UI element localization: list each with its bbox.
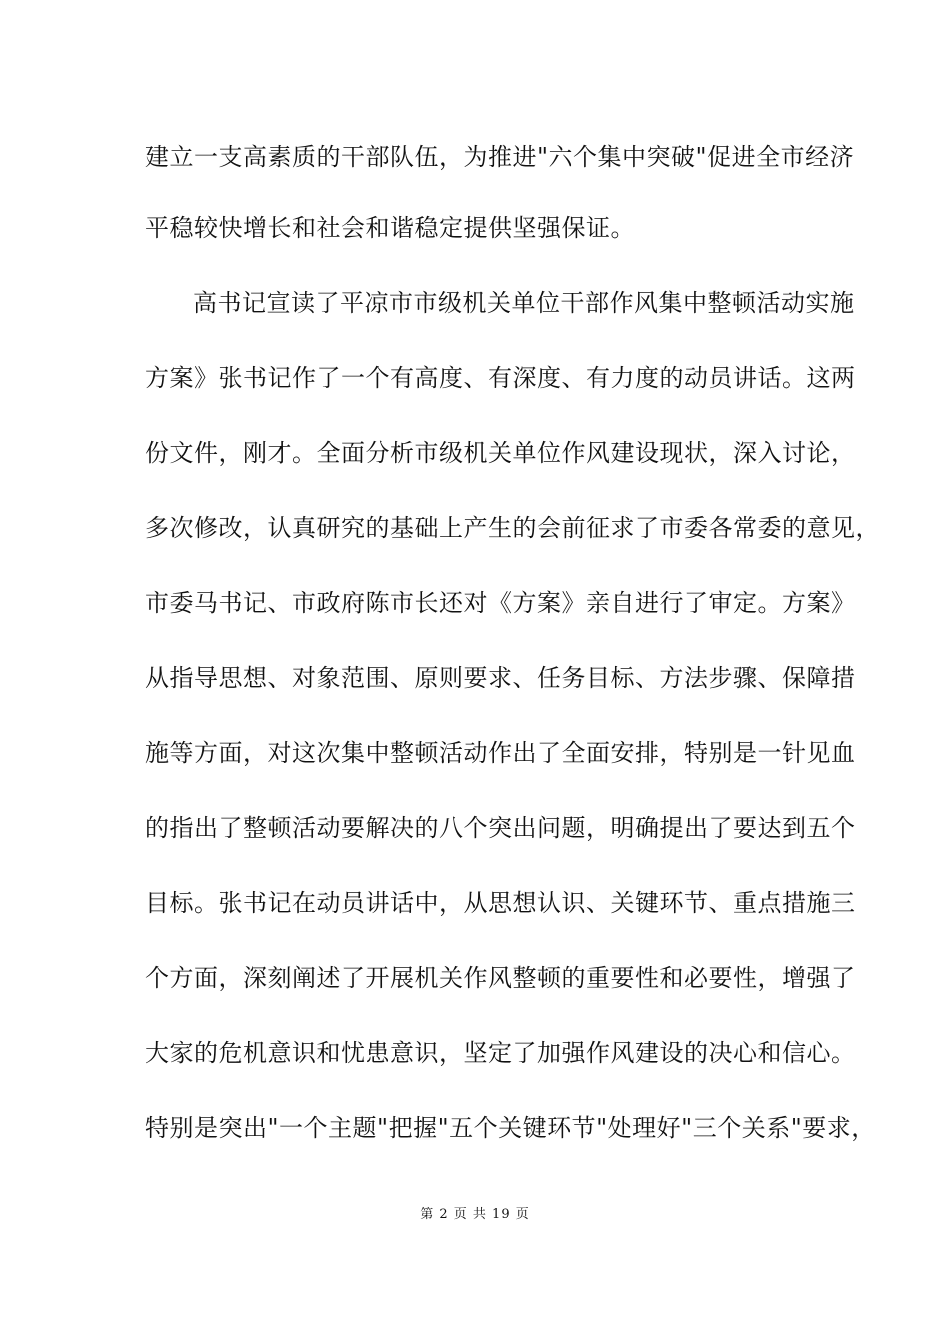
body-text-line: 多次修改，认真研究的基础上产生的会前征求了市委各常委的意见， [145,514,880,542]
body-text-line: 市委马书记、市政府陈市长还对《方案》亲自进行了审定。方案》 [145,589,856,617]
body-text-line: 个方面，深刻阐述了开展机关作风整顿的重要性和必要性，增强了 [145,964,856,992]
body-text-line: 从指导思想、对象范围、原则要求、任务目标、方法步骤、保障措 [145,664,856,692]
page-number-footer: 第 2 页 共 19 页 [420,1207,530,1222]
body-text-line: 的指出了整顿活动要解决的八个突出问题，明确提出了要达到五个 [145,814,856,842]
body-text-line: 份文件，刚才。全面分析市级机关单位作风建设现状，深入讨论， [145,439,856,467]
body-text-line: 平稳较快增长和社会和谐稳定提供坚强保证。 [145,214,635,242]
body-text-line: 特别是突出"一个主题"把握"五个关键环节"处理好"三个关系"要求， [145,1114,876,1142]
body-text-line: 目标。张书记在动员讲话中，从思想认识、关键环节、重点措施三 [145,889,856,917]
body-text-line: 建立一支高素质的干部队伍，为推进"六个集中突破"促进全市经济 [145,143,855,171]
body-text-line: 大家的危机意识和忧患意识，坚定了加强作风建设的决心和信心。 [145,1039,856,1067]
body-text-line: 施等方面，对这次集中整顿活动作出了全面安排，特别是一针见血 [145,739,856,767]
body-text-line: 方案》张书记作了一个有高度、有深度、有力度的动员讲话。这两 [145,364,856,392]
paragraph-start-line: 高书记宣读了平凉市市级机关单位干部作风集中整顿活动实施 [193,289,855,317]
